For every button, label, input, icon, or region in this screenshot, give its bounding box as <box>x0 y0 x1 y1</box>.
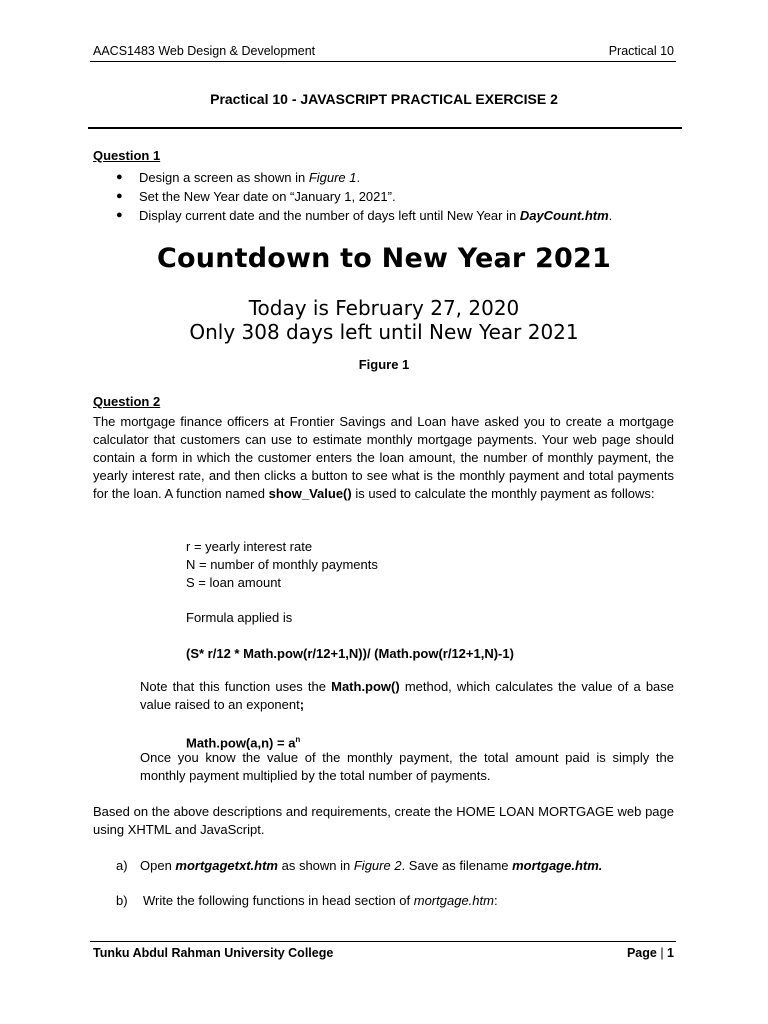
header-course: AACS1483 Web Design & Development <box>93 44 316 58</box>
bullet-item: ● Set the New Year date on “January 1, 2021”. <box>116 189 396 204</box>
bullet-item: ● Display current date and the number of days left until New Year in DayCount.htm. <box>116 208 613 223</box>
question-1-heading: Question 1 <box>93 148 161 163</box>
step-a-text: Open mortgagetxt.htm as shown in Figure 2. Save as filename mortgage.htm. <box>140 858 603 873</box>
document-title: Practical 10 - JAVASCRIPT PRACTICAL EXERCISE 2 <box>210 91 558 107</box>
variable-n: N = number of monthly payments <box>186 557 378 572</box>
footer-page-number: Page | 1 <box>626 946 674 960</box>
question-2-heading: Question 2 <box>93 394 161 409</box>
bullet-icon: ● <box>116 171 123 183</box>
figure-1-today: Today is February 27, 2020 <box>248 296 520 320</box>
figure-1-heading: Countdown to New Year 2021 <box>157 243 611 274</box>
formula: (S* r/12 * Math.pow(r/12+1,N))/ (Math.pow(r/12+1,N)-1) <box>186 646 514 661</box>
math-pow-note: Note that this function uses the Math.pow() method, which calculates the value of a base value raised to an exponent; <box>140 679 675 712</box>
step-b-label: b) <box>116 893 128 908</box>
question-1-bullets <box>93 168 612 225</box>
bullet-item: ● Design a screen as shown in Figure 1. <box>116 170 361 185</box>
variable-s: S = loan amount <box>186 575 282 590</box>
figure-1-days-left: Only 308 days left until New Year 2021 <box>189 320 579 344</box>
variable-r: r = yearly interest rate <box>186 539 313 554</box>
question-2-intro: The mortgage finance officers at Frontier Savings and Loan have asked you to create a mortgage calculator that customers can use to estimate monthly mortgage payments. Your web page should contain a form in which the customer enters the loan amount, the number of monthly payment, the yearly interest rate, and then clicks a button to see what is the monthly payment and total payments for the loan. A function named show_Value() is used to calculate the monthly payment as follows: <box>93 414 674 501</box>
requirements-paragraph: Based on the above descriptions and requirements, create the HOME LOAN MORTGAGE web page using XHTML and JavaScript. <box>93 804 674 837</box>
footer-divider <box>90 941 676 942</box>
header-practical: Practical 10 <box>608 44 674 58</box>
math-pow-expression: Math.pow(a,n) = $a^n$ <box>186 735 301 751</box>
footer-institution: Tunku Abdul Rahman University College <box>93 946 334 960</box>
total-payment-note: Once you know the value of the monthly payment, the total amount paid is simply the monthly payment multiplied by the total number of payments. <box>140 750 674 783</box>
header-divider <box>90 61 676 62</box>
figure-1-caption: Figure 1 <box>358 357 410 372</box>
bullet-icon: ● <box>116 209 123 221</box>
bullet-icon: ● <box>116 190 123 202</box>
formula-label: Formula applied is <box>186 610 293 625</box>
step-b-text: Write the following functions in head section of mortgage.htm: <box>143 893 498 908</box>
title-divider <box>88 127 682 129</box>
step-a-label: a) <box>116 858 128 873</box>
